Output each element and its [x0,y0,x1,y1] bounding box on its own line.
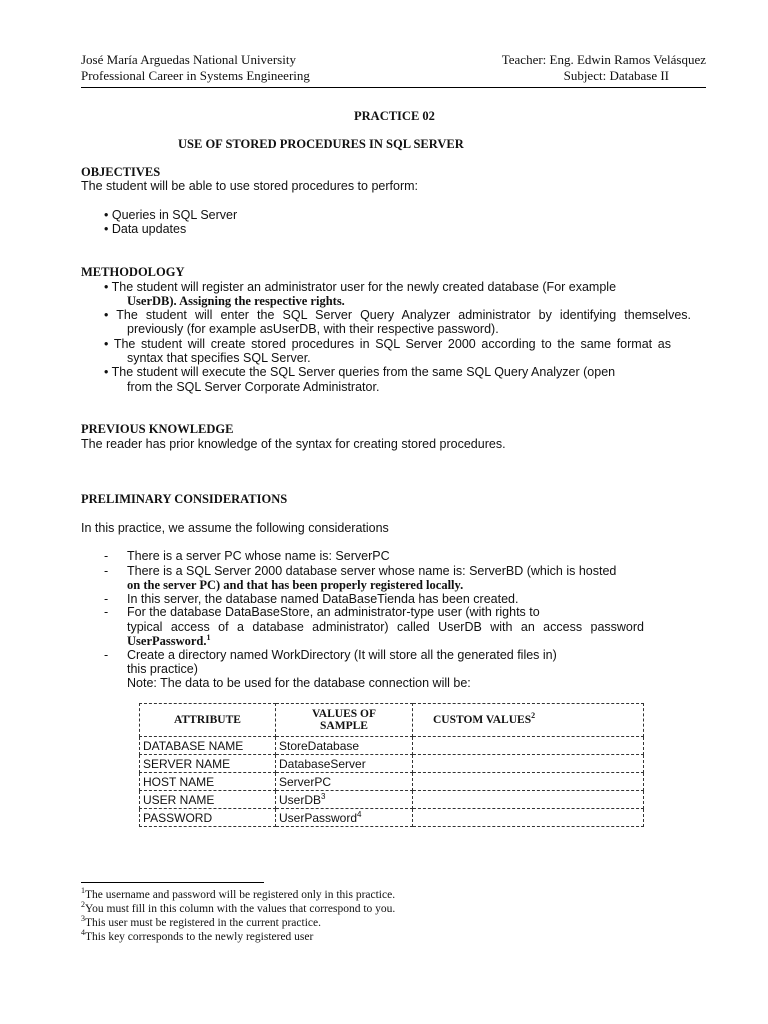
methodology-item-cont: syntax that specifies SQL Server. [127,351,311,365]
methodology-item: • The student will create stored procedures in SQL Server 2000 according to the same format as [104,337,671,351]
methodology-item: • The student will enter the SQL Server Query Analyzer administrator by identifying themselves. [104,308,691,322]
footnote-2 [81,900,396,915]
objective-item: • Queries in SQL Server [104,208,238,222]
footnote-rule [81,882,264,883]
sample-cell [276,737,413,755]
footnote-number: 1 [81,886,85,896]
footnote-text: The username and password will be registered only in this practice. [85,889,396,901]
table-header-row [140,704,644,737]
consideration-item-cont [127,634,211,649]
custom-value-cell[interactable] [413,809,644,827]
footnote-number: 3 [81,914,85,924]
sample-cell [276,773,413,791]
dash-bullet: - [104,605,109,619]
footnote-ref: 3 [321,791,326,801]
sample-value: ServerPC [279,774,332,789]
university-name: José María Arguedas National University [81,52,296,67]
connection-values-table [139,703,644,827]
methodology-item-cont: previously (for example asUserDB, with their respective password). [127,322,499,336]
consideration-item-cont: on the server PC) and that has been properly registered locally. [127,578,464,592]
table-row [140,809,644,827]
attribute-cell: USER NAME [140,791,276,809]
footnote-ref: 1 [206,632,211,642]
dash-bullet: - [104,564,109,578]
attribute-cell: DATABASE NAME [140,737,276,755]
practice-title: PRACTICE 02 [354,109,435,123]
column-header-custom [413,704,644,737]
methodology-item: • The student will execute the SQL Server queries from the same SQL Query Analyzer (open [104,365,616,379]
custom-value-cell[interactable] [413,737,644,755]
attribute-cell: HOST NAME [140,773,276,791]
sample-cell [276,791,413,809]
sample-value: DatabaseServer [279,756,366,771]
methodology-item-cont: from the SQL Server Corporate Administrator. [127,380,380,394]
consideration-item: Create a directory named WorkDirectory (It will store all the generated files in) [127,648,557,662]
sample-cell [276,755,413,773]
attribute-cell: PASSWORD [140,809,276,827]
objectives-intro: The student will be able to use stored procedures to perform: [81,179,418,193]
password-text: UserPassword. [127,634,207,648]
dash-bullet: - [104,592,109,606]
career-name: Professional Career in Systems Engineering [81,68,310,83]
previous-text: The reader has prior knowledge of the syntax for creating stored procedures. [81,437,506,451]
header-rule [81,87,706,88]
teacher-name: Teacher: Eng. Edwin Ramos Velásquez [501,52,706,67]
custom-value-cell[interactable] [413,791,644,809]
preliminary-intro: In this practice, we assume the following considerations [81,521,389,535]
dash-bullet: - [104,648,109,662]
column-header-attribute: ATTRIBUTE [140,704,276,737]
methodology-item: • The student will register an administrator user for the newly created database (For example [104,280,617,294]
subject-name: Subject: Database II [563,68,669,83]
consideration-item-cont: typical access of a database administrator) called UserDB with an access password [127,620,644,634]
practice-topic: USE OF STORED PROCEDURES IN SQL SERVER [178,137,464,151]
custom-value-cell[interactable] [413,773,644,791]
footnote-ref: 2 [531,711,536,721]
header-sample-line1: VALUES OF [311,708,376,720]
footnote-text: This key corresponds to the newly registered user [85,931,314,943]
footnote-ref: 4 [357,809,362,819]
header-sample-line2: SAMPLE [320,720,368,732]
custom-value-cell[interactable] [413,755,644,773]
footnote-3 [81,914,321,929]
connection-note: Note: The data to be used for the database connection will be: [127,676,471,690]
consideration-item: There is a SQL Server 2000 database server whose name is: ServerBD (which is hosted [127,564,617,578]
attribute-cell: SERVER NAME [140,755,276,773]
consideration-item: For the database DataBaseStore, an administrator-type user (with rights to [127,605,540,619]
consideration-item: There is a server PC whose name is: ServerPC [127,549,390,563]
table-row [140,773,644,791]
methodology-heading: METHODOLOGY [81,265,185,279]
methodology-item-cont: UserDB). Assigning the respective rights. [127,294,345,308]
footnote-1 [81,886,396,901]
preliminary-heading: PRELIMINARY CONSIDERATIONS [81,492,288,506]
footnote-text: This user must be registered in the current practice. [85,917,321,929]
objective-item: • Data updates [104,222,187,236]
footnote-4 [81,928,314,943]
sample-value: StoreDatabase [279,738,360,753]
sample-cell [276,809,413,827]
table-row [140,737,644,755]
previous-heading: PREVIOUS KNOWLEDGE [81,422,234,436]
footnote-number: 2 [81,900,85,910]
sample-value: UserPassword [279,810,358,825]
sample-value: UserDB [279,792,322,807]
consideration-item: In this server, the database named DataBaseTienda has been created. [127,592,519,606]
column-header-sample [276,704,413,737]
header-custom-text: CUSTOM VALUES [433,714,532,726]
footnote-number: 4 [81,928,85,938]
objectives-heading: OBJECTIVES [81,165,161,179]
table-row [140,755,644,773]
table-row [140,791,644,809]
footnote-text: You must fill in this column with the values that correspond to you. [85,903,396,915]
dash-bullet: - [104,549,109,563]
consideration-item-cont: this practice) [127,662,198,676]
